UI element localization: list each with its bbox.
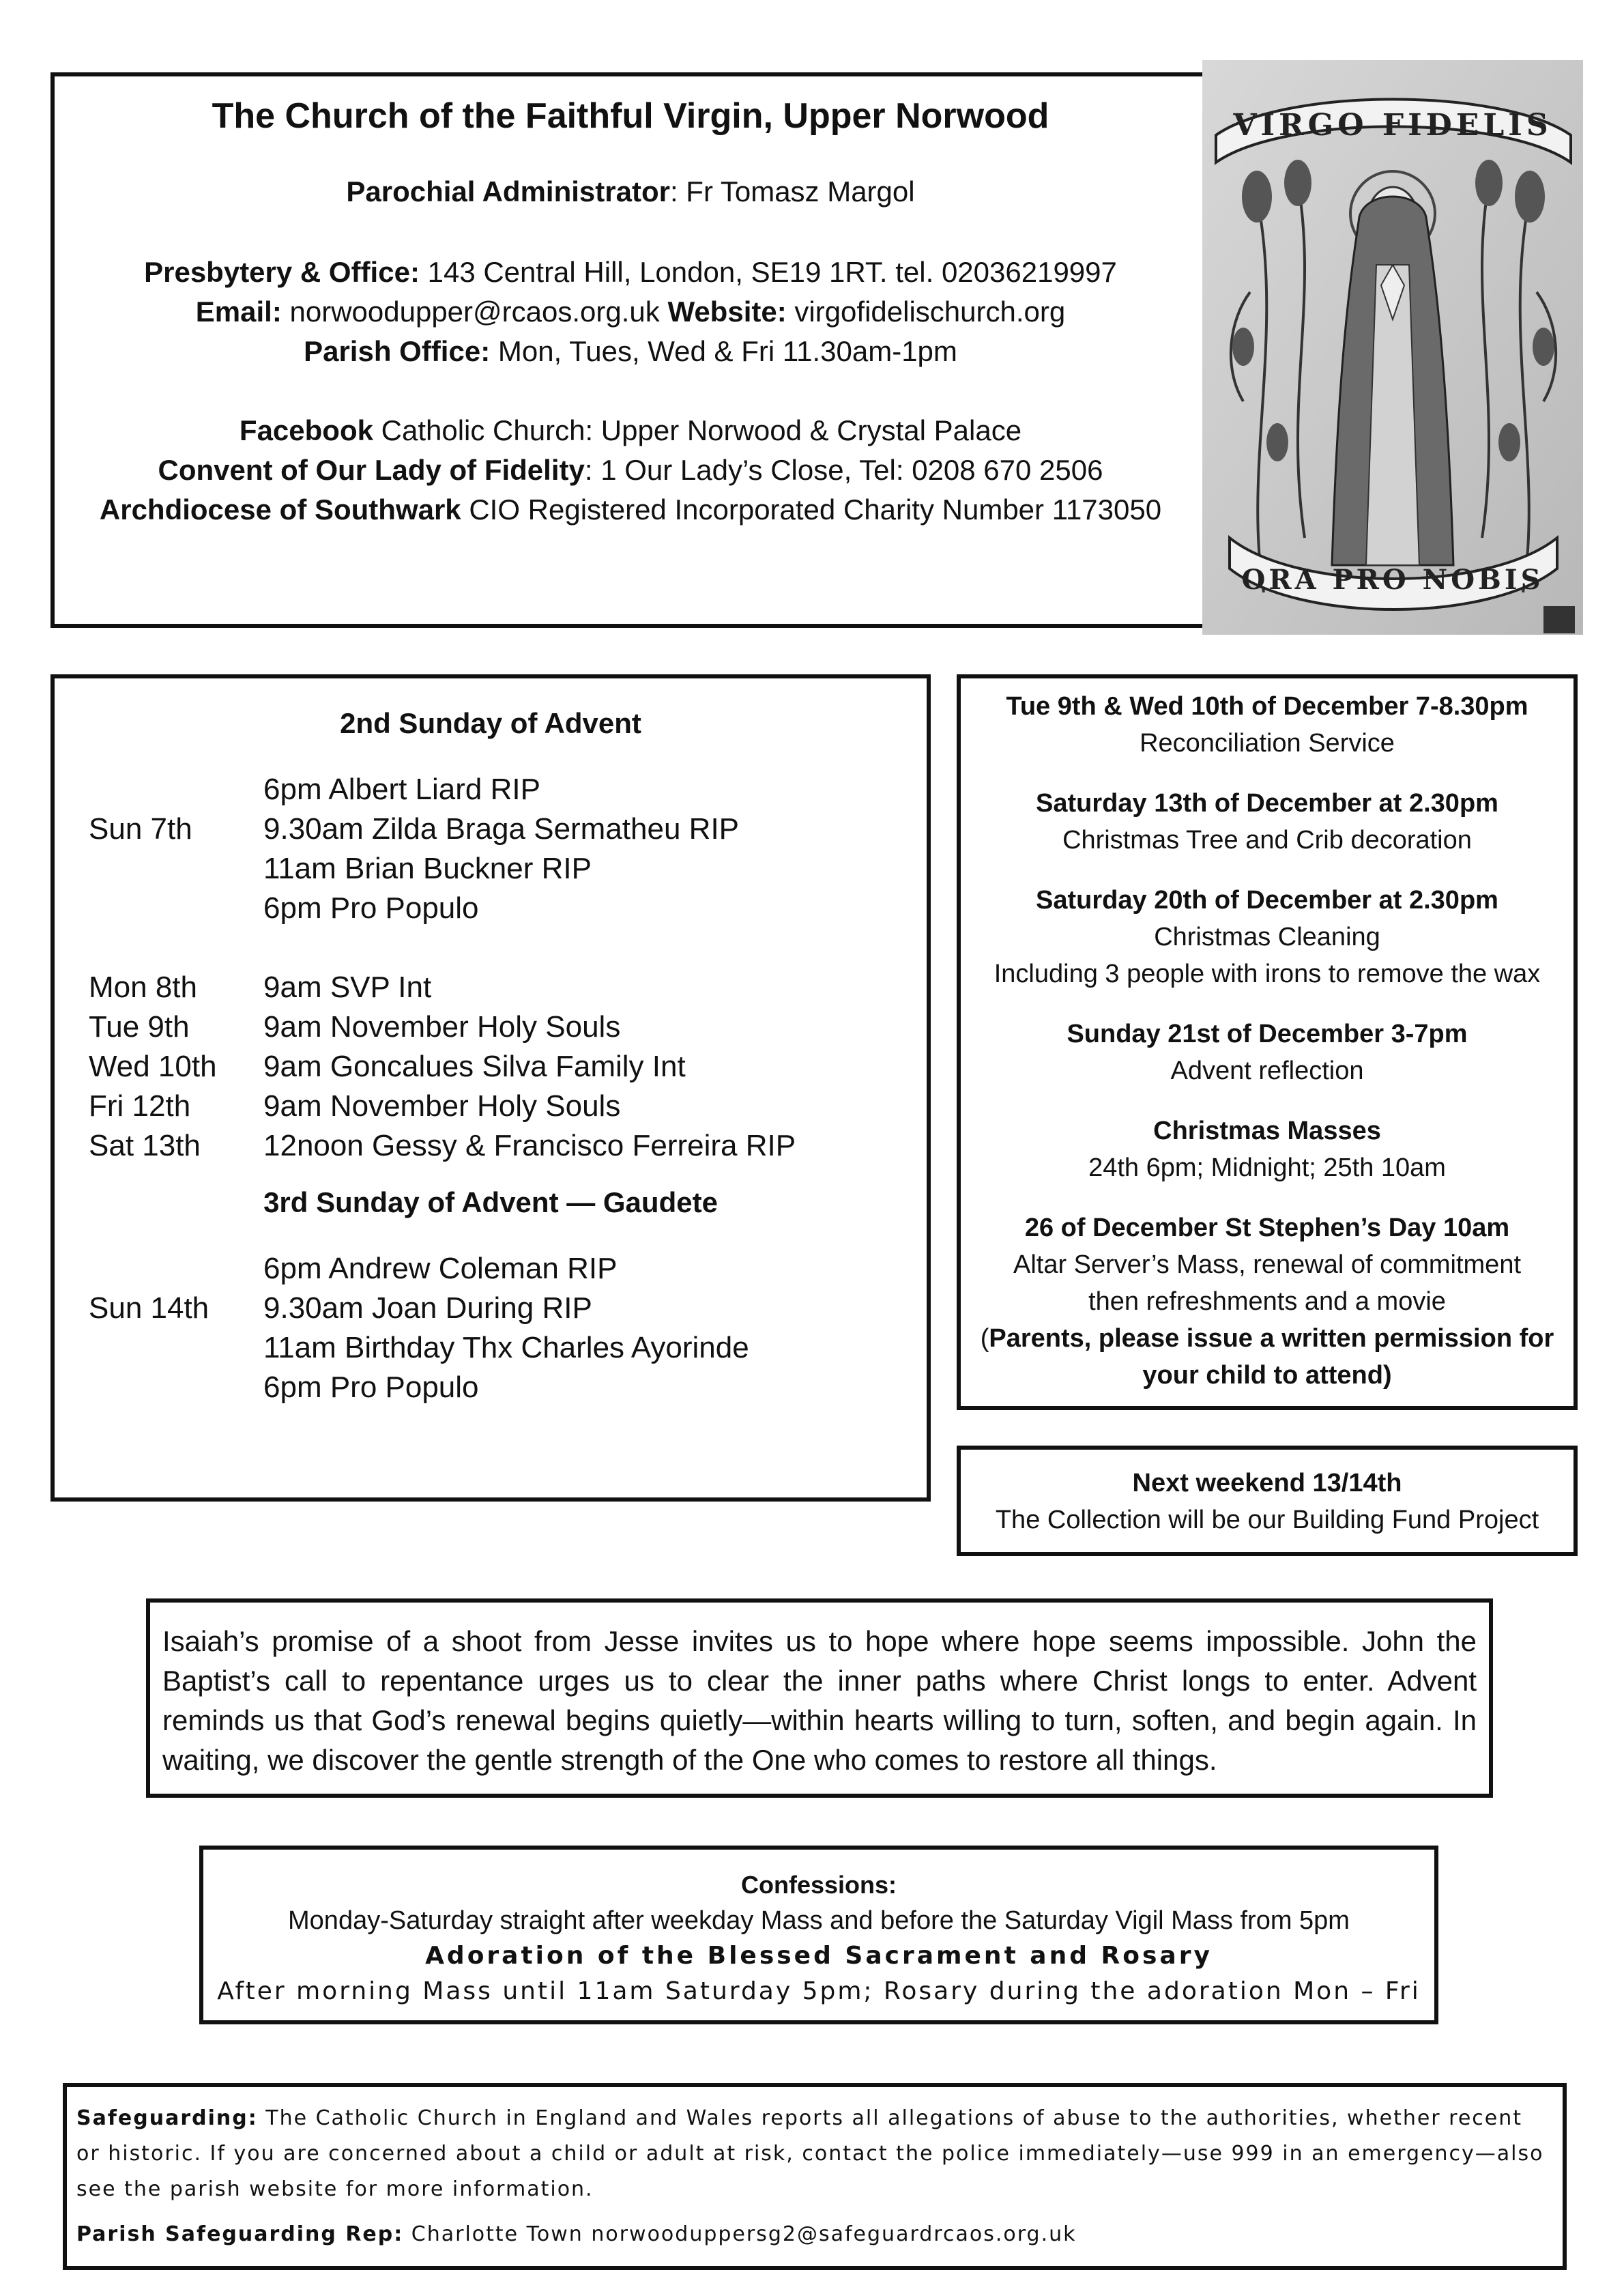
schedule-row — [55, 770, 927, 809]
schedule-intention: 12noon Gessy & Francisco Ferreira RIP — [263, 1129, 796, 1162]
safeguarding-statement — [76, 2101, 1553, 2207]
parish-office-label: Parish Office: — [304, 335, 491, 367]
schedule-row — [55, 1047, 927, 1087]
event-text: then refreshments and a movie — [1088, 1287, 1446, 1316]
parish-office-line — [55, 332, 1206, 371]
schedule-intention: 11am Brian Buckner RIP — [263, 852, 592, 885]
parents-note-text: Parents, please issue a written permission for your child to attend) — [989, 1324, 1554, 1390]
schedule-intention: 9am Goncalues Silva Family Int — [263, 1050, 686, 1083]
event-heading: Christmas Masses — [1153, 1117, 1381, 1145]
safeguarding-text: The Catholic Church in England and Wales reports all allegations of abuse to the authorities, whether recent or historic. If you are concerned about a child or adult at risk, contact the police immediately—use 999 in an emergency—also see the parish website for more information. — [76, 2106, 1544, 2201]
schedule-intention: 9am November Holy Souls — [263, 1089, 621, 1123]
schedule-intention: 6pm Albert Liard RIP — [263, 773, 540, 806]
parents-note — [961, 1320, 1574, 1394]
schedule-block-1 — [55, 770, 927, 928]
email-label: Email: — [195, 296, 282, 328]
schedule-row — [55, 809, 927, 849]
schedule-day: Mon 8th — [89, 971, 197, 1004]
schedule-row — [55, 889, 927, 928]
event-heading: Tue 9th & Wed 10th of December 7-8.30pm — [1006, 692, 1528, 721]
schedule-row — [55, 1368, 927, 1407]
facebook-label: Facebook — [239, 414, 373, 446]
event-text: Including 3 people with irons to remove the wax — [994, 960, 1541, 988]
schedule-day — [55, 849, 263, 889]
event-text: Reconciliation Service — [1140, 729, 1395, 758]
schedule-intention: 9.30am Joan During RIP — [263, 1291, 592, 1325]
archdiocese-line — [55, 490, 1206, 530]
presbytery-value: 143 Central Hill, London, SE19 1RT. tel. 02036219997 — [419, 256, 1117, 288]
schedule-day — [55, 1368, 263, 1407]
next-weekend-heading: Next weekend 13/14th — [1132, 1469, 1402, 1497]
schedule-row — [55, 1126, 927, 1166]
event-text: Christmas Cleaning — [1154, 923, 1380, 951]
email-value: norwoodupper@rcaos.org.uk — [281, 296, 668, 328]
schedule-day — [55, 889, 263, 928]
reflection-box — [146, 1598, 1493, 1798]
parish-office-value: Mon, Tues, Wed & Fri 11.30am-1pm — [490, 335, 957, 367]
schedule-row — [55, 849, 927, 889]
convent-line — [55, 450, 1206, 490]
safeguarding-rep-value: Charlotte Town norwooduppersg2@safeguardrcaos.org.uk — [403, 2222, 1077, 2246]
schedule-row — [55, 1289, 927, 1328]
email-website-line — [55, 292, 1206, 332]
schedule-heading-2nd-advent: 2nd Sunday of Advent — [340, 707, 641, 739]
schedule-day: Fri 12th — [89, 1089, 191, 1123]
confessions-heading: Confessions: — [740, 1871, 897, 1899]
event-item — [961, 882, 1574, 992]
virgin-mary-image — [1202, 60, 1583, 635]
schedule-intention: 9am November Holy Souls — [263, 1010, 621, 1044]
convent-label: Convent of Our Lady of Fidelity — [158, 454, 585, 486]
next-weekend-text: The Collection will be our Building Fund Project — [995, 1506, 1539, 1534]
administrator-label: Parochial Administrator — [346, 175, 670, 207]
schedule-intention: 6pm Pro Populo — [263, 1371, 479, 1404]
schedule-row — [55, 1087, 927, 1126]
banner-bottom-text: ORA PRO NOBIS — [1241, 564, 1544, 596]
schedule-day: Sun 7th — [89, 812, 192, 846]
facebook-line — [55, 411, 1206, 450]
event-text: Altar Server’s Mass, renewal of commitment — [1013, 1250, 1522, 1279]
parents-note-open: ( — [980, 1324, 989, 1353]
event-item — [961, 1209, 1574, 1394]
adoration-heading: Adoration of the Blessed Sacrament and Rosary — [425, 1942, 1213, 1970]
administrator-line — [55, 172, 1206, 212]
schedule-row — [55, 1328, 927, 1368]
facebook-value: Catholic Church: Upper Norwood & Crystal Palace — [373, 414, 1022, 446]
schedule-day — [55, 770, 263, 809]
schedule-block-2 — [55, 968, 927, 1166]
header-box — [50, 72, 1210, 628]
safeguarding-rep-label: Parish Safeguarding Rep: — [76, 2222, 404, 2246]
event-item — [961, 688, 1574, 762]
schedule-day: Sun 14th — [89, 1291, 209, 1325]
event-text: Advent reflection — [1170, 1057, 1364, 1085]
website-value: virgofidelischurch.org — [786, 296, 1066, 328]
events-box — [957, 674, 1578, 1410]
schedule-intention: 6pm Pro Populo — [263, 891, 479, 925]
schedule-day: Wed 10th — [89, 1050, 217, 1083]
event-item — [961, 1113, 1574, 1186]
presbytery-label: Presbytery & Office: — [144, 256, 420, 288]
website-label: Website: — [667, 296, 787, 328]
convent-value: : 1 Our Lady’s Close, Tel: 0208 670 2506 — [584, 454, 1103, 486]
safeguarding-box — [63, 2083, 1567, 2270]
next-weekend-box — [957, 1446, 1578, 1556]
archdiocese-value: CIO Registered Incorporated Charity Number 1173050 — [461, 493, 1162, 526]
archdiocese-label: Archdiocese of Southwark — [99, 493, 461, 526]
schedule-row — [55, 1249, 927, 1289]
schedule-intention: 6pm Andrew Coleman RIP — [263, 1252, 618, 1285]
presbytery-line — [55, 253, 1206, 292]
mass-schedule-box — [50, 674, 931, 1502]
event-heading: Sunday 21st of December 3-7pm — [1067, 1020, 1468, 1048]
safeguarding-label: Safeguarding: — [76, 2106, 258, 2130]
event-text: Christmas Tree and Crib decoration — [1062, 826, 1472, 855]
schedule-day — [55, 1249, 263, 1289]
church-title: The Church of the Faithful Virgin, Upper Norwood — [212, 96, 1049, 136]
schedule-day — [55, 1328, 263, 1368]
schedule-intention: 9am SVP Int — [263, 971, 432, 1004]
confessions-times: Monday-Saturday straight after weekday Mass and before the Saturday Vigil Mass from 5pm — [288, 1906, 1350, 1935]
schedule-row — [55, 1007, 927, 1047]
schedule-row — [55, 968, 927, 1007]
event-item — [961, 785, 1574, 859]
confessions-box — [199, 1846, 1438, 2024]
adoration-times: After morning Mass until 11am Saturday 5pm; Rosary during the adoration Mon – Fri — [217, 1977, 1421, 2005]
virgin-mary-illustration — [1202, 60, 1583, 635]
schedule-day: Tue 9th — [89, 1010, 190, 1044]
reflection-text: Isaiah’s promise of a shoot from Jesse invites us to hope where hope seems impossible. John the Baptist’s call to repentance urges us to clear the inner paths where Christ longs to enter. Advent reminds us that God’s renewal begins quietly—within hearts willing to turn, soften, and begin again. In waiting, we discover the gentle strength of the One who comes to restore all things. — [162, 1625, 1477, 1776]
schedule-heading-3rd-advent: 3rd Sunday of Advent — Gaudete — [263, 1186, 718, 1218]
schedule-block-3 — [55, 1249, 927, 1407]
event-text: 24th 6pm; Midnight; 25th 10am — [1088, 1153, 1446, 1182]
banner-top-text: VIRGO FIDELIS — [1233, 108, 1552, 143]
schedule-intention: 9.30am Zilda Braga Sermatheu RIP — [263, 812, 740, 846]
safeguarding-rep-line — [76, 2217, 1553, 2252]
event-item — [961, 1016, 1574, 1089]
administrator-value: : Fr Tomasz Margol — [669, 175, 915, 207]
event-heading: Saturday 20th of December at 2.30pm — [1036, 886, 1498, 915]
schedule-day: Sat 13th — [89, 1129, 201, 1162]
event-heading: 26 of December St Stephen’s Day 10am — [1024, 1214, 1510, 1242]
schedule-intention: 11am Birthday Thx Charles Ayorinde — [263, 1331, 749, 1364]
event-heading: Saturday 13th of December at 2.30pm — [1036, 789, 1498, 818]
